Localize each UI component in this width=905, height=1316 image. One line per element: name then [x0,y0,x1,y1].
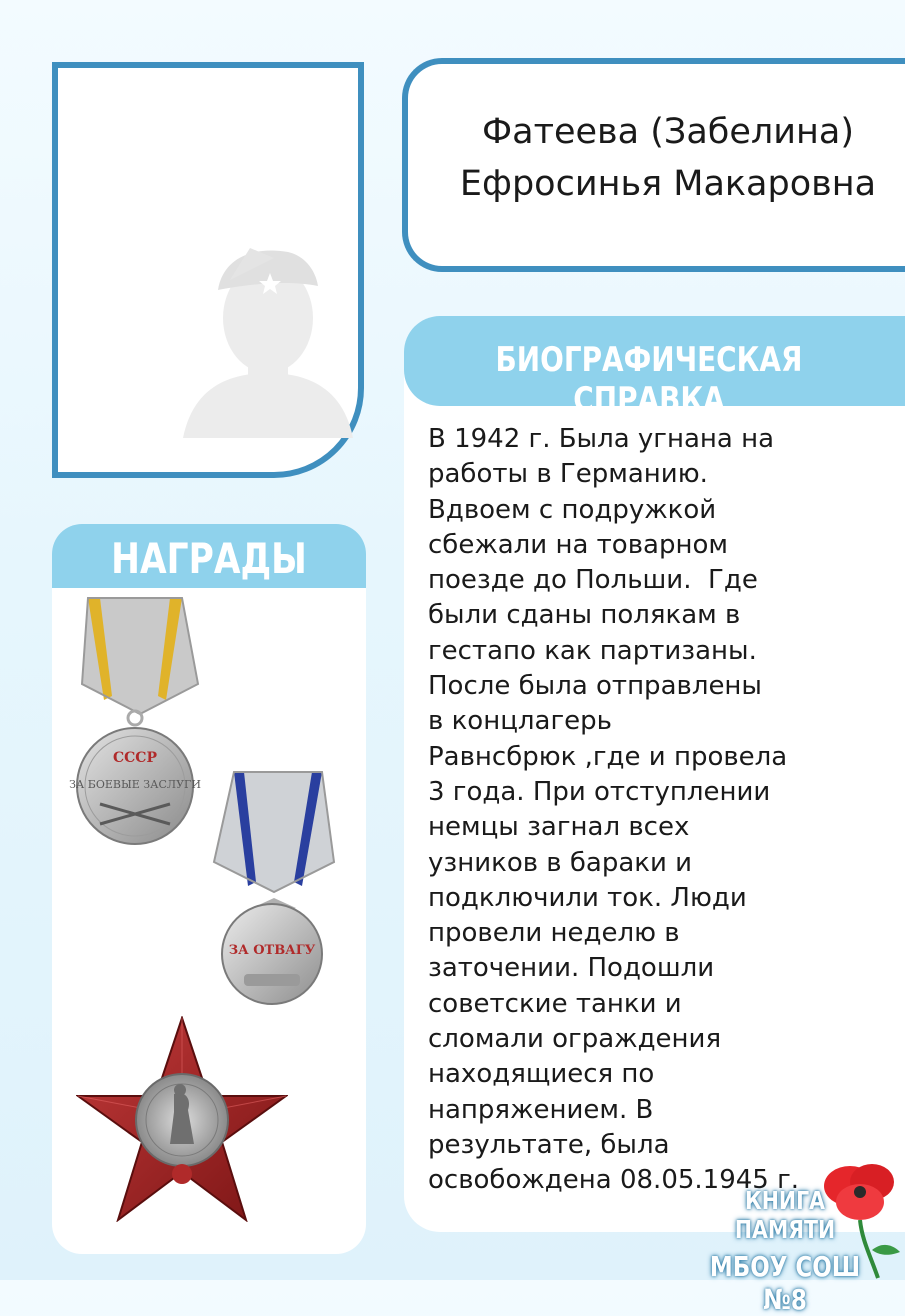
biography-line: освобождена 08.05.1945 г. [428,1165,800,1196]
biography-line: немцы загнал всех [428,812,690,843]
biography-line: сломали ограждения [428,1024,722,1055]
biography-line: гестапо как партизаны. [428,635,757,666]
awards-header [52,524,366,588]
biography-line: Вдвоем с подружкой [428,494,717,525]
biography-line: Равнсбрюк ,где и провела [428,741,788,772]
biography-line: узников в бараки и [428,847,693,878]
medal2-text: ЗА ОТВАГУ [228,943,316,958]
biography-heading: БИОГРАФИЧЕСКАЯ СПРАВКА [495,340,803,420]
biography-line: 3 года. При отступлении [428,776,771,807]
medal-for-courage-icon [204,770,338,1006]
biography-text [428,422,798,1199]
biography-line: результате, была [428,1129,670,1160]
biography-line: поезде до Польши. Где [428,565,758,596]
memory-book-line1: КНИГА ПАМЯТИ [734,1186,836,1244]
portrait-frame [52,62,364,478]
medal-combat-merit-icon [60,596,210,850]
memory-book-line2: МБОУ СОШ №8 [709,1250,861,1316]
soldier-placeholder-icon [178,238,358,438]
biography-header [404,316,905,420]
medal1-text: ЗА БОЕВЫЕ ЗАСЛУГИ [69,778,201,791]
biography-line: в концлагерь [428,706,612,737]
name-box [402,58,905,272]
awards-heading: НАГРАДЫ [111,534,307,583]
memory-book-label [707,1186,863,1316]
biography-line: находящиеся по [428,1059,655,1090]
biography-line: были сданы полякам в [428,600,741,631]
biography-line: заточении. Подошли [428,953,715,984]
medal1-top-text: СССР [113,750,157,766]
biography-line: работы в Германию. [428,459,708,490]
biography-line: подключили ток. Люди [428,882,747,913]
person-name-line2: Ефросинья Макаровна [459,164,877,204]
biography-line: провели неделю в [428,918,680,949]
biography-line: напряжением. В [428,1094,654,1125]
person-name-line1: Фатеева (Забелина) [482,112,854,152]
biography-line: В 1942 г. Была угнана на [428,424,775,454]
order-red-star-icon [76,1016,288,1222]
biography-line: сбежали на товарном [428,529,728,560]
biography-line: После была отправлены [428,671,762,702]
biography-line: советские танки и [428,988,682,1019]
